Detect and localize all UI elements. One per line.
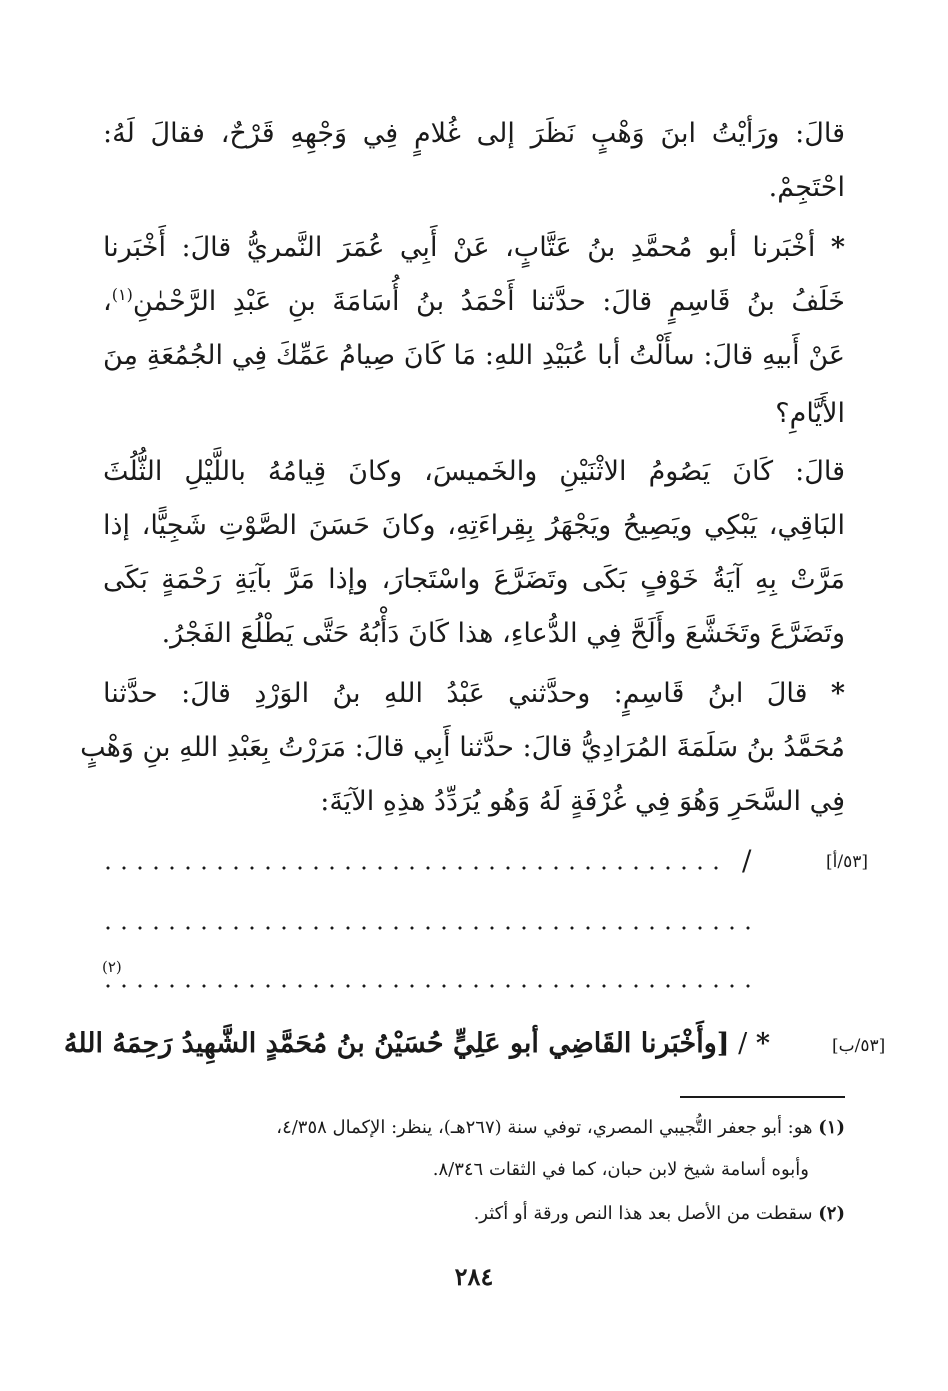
footnote-reference-1: (١) <box>111 285 133 304</box>
body-text: قالَ: ورَأيْتُ ابنَ وَهْبٍ نَظَرَ إلى غُلامٍ فِي وَجْهِهِ قَرْحٌ، فقالَ لَهُ: <box>103 118 845 149</box>
body-line-12 <box>80 728 845 768</box>
footnote-number: (١) <box>818 1117 845 1138</box>
body-line-11 <box>103 674 845 714</box>
footnote-separator <box>680 1096 845 1098</box>
footnote-reference-2: (٢) <box>102 958 122 976</box>
body-line-1 <box>103 114 845 154</box>
body-text: وتَضَرَّعَ وتَخَشَّعَ وأَلَحَّ فِي الدُّعاءِ، هذا كَانَ دَأْبُهُ حَتَّى يَطْلُعَ الفَجْرُ. <box>161 618 845 649</box>
body-text: مَرَّتْ بِهِ آيَةُ خَوْفٍ بَكَى وتَضَرَّعَ واسْتَجارَ، وإذا مَرَّ بآيَةِ رَحْمَةٍ بَكَى <box>103 564 845 595</box>
folio-slash: / <box>738 1028 748 1059</box>
footnote-number: (٢) <box>818 1203 845 1224</box>
body-text: الأَيَّامِ؟ <box>775 398 845 429</box>
margin-note-folio-53a: [٥٣/أ] <box>826 852 868 872</box>
paragraph-star-icon: * <box>755 1028 770 1059</box>
body-text: مُحَمَّدُ بنُ سَلَمَةَ المُرَادِيُّ قالَ: حدَّثنا أَبِي قالَ: مَرَرْتُ بِعَبْدِ اللهِ بنِ وَهْبٍ <box>80 732 845 763</box>
body-line-8 <box>103 506 845 546</box>
lacuna-dots-row-1 <box>100 866 728 870</box>
body-text: ، <box>103 286 112 317</box>
margin-note-folio-53b: [٥٣/ب] <box>832 1036 886 1056</box>
footnote-2 <box>474 1200 845 1228</box>
page-number: ٢٨٤ <box>454 1262 494 1291</box>
paragraph-star-icon: * <box>830 232 845 263</box>
body-text: [وأَخْبَرنا القَاضِي أبو عَلِيٍّ حُسَيْنُ بنُ مُحَمَّدٍ الشَّهِيدُ رَحِمَهُ اللهُ <box>63 1028 730 1059</box>
lacuna-dots-row-3 <box>100 984 756 988</box>
body-line-13 <box>103 782 845 822</box>
body-line-6 <box>103 394 845 434</box>
footnote-1 <box>276 1114 845 1142</box>
body-text: أخْبَرنا أبو مُحمَّدِ بنُ عَتَّابٍ، عَنْ أَبِي عُمَرَ النَّمريُّ قالَ: أَخْبَرنا <box>103 232 816 263</box>
body-text: عَنْ أَبيهِ قالَ: سأَلْتُ أبا عُبَيْدِ اللهِ: مَا كَانَ صِيامُ عَمِّكَ فِي الجُمُعَةِ مِنَ <box>103 340 845 371</box>
body-line-5 <box>103 336 845 376</box>
body-line-9 <box>103 560 845 600</box>
body-text: قالَ ابنُ قَاسِمٍ: وحدَّثني عَبْدُ اللهِ بنُ الوَرْدِ قالَ: حدَّثنا <box>103 678 808 709</box>
body-line-10 <box>103 614 845 654</box>
footnote-text: هو: أبو جعفر التُّجيبي المصري، توفي سنة (٢٦٧هـ)، ينظر: الإكمال ٤/٣٥٨، <box>276 1117 813 1138</box>
body-line-2 <box>103 168 845 208</box>
footnote-text: سقطت من الأصل بعد هذا النص ورقة أو أكثر. <box>473 1203 813 1224</box>
footnote-text: وأبوه أسامة شيخ لابن حبان، كما في الثقات ٨/٣٤٦. <box>432 1159 809 1180</box>
paragraph-star-icon: * <box>830 678 845 709</box>
body-line-resumed <box>63 1024 770 1064</box>
folio-slash: / <box>742 844 752 877</box>
body-text: خَلَفُ بنُ قَاسِمٍ قالَ: حدَّثنا أَحْمَدُ بنُ أُسَامَةَ بنِ عَبْدِ الرَّحْمٰنِ <box>132 286 845 317</box>
body-text: البَاقِي، يَبْكِي ويَصِيحُ ويَجْهَرُ بِقِراءَتِهِ، وكانَ حَسَنَ الصَّوْتِ شَجِيًّا، إذا <box>103 510 845 541</box>
footnote-1-continued <box>433 1156 809 1184</box>
body-text: احْتَجِمْ. <box>768 172 845 203</box>
body-line-4 <box>103 282 845 322</box>
body-line-3 <box>103 228 845 268</box>
body-text: قالَ: كَانَ يَصُومُ الاثْنَيْنِ والخَميسَ، وكانَ قِيامُهُ باللَّيْلِ الثُّلُثَ <box>103 456 845 487</box>
body-line-7 <box>103 452 845 492</box>
lacuna-dots-row-2 <box>100 926 756 930</box>
body-text: فِي السَّحَرِ وَهُوَ فِي غُرْفَةٍ لَهُ وَهُو يُرَدِّدُ هذِهِ الآيَةَ: <box>320 786 845 817</box>
